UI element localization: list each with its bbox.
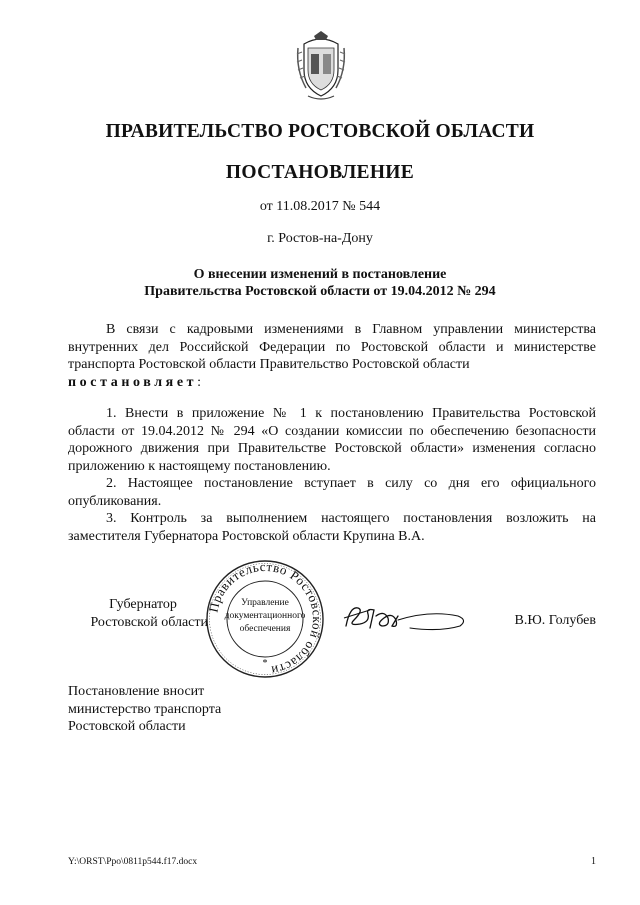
submitter-note-line-2: министерство транспорта xyxy=(68,701,222,717)
page-number: 1 xyxy=(591,856,596,867)
stamp-inner-line-2: документационного xyxy=(224,611,306,621)
file-path: Y:\ORST\Ppo\0811p544.f17.docx xyxy=(68,857,198,867)
submitter-note-line-1: Постановление вносит xyxy=(68,684,205,699)
submitter-note xyxy=(68,683,328,736)
document-place: г. Ростов-на-Дону xyxy=(267,231,373,246)
signatory-position xyxy=(68,596,208,631)
resolves-word: постановляет xyxy=(68,374,198,390)
subject-line-1: О внесении изменений в постановление xyxy=(193,267,447,282)
document-date-number: от 11.08.2017 № 544 xyxy=(259,199,381,214)
official-stamp xyxy=(203,557,327,681)
stamp-inner-line-1: Управление xyxy=(241,598,289,608)
item-3-paragraph xyxy=(68,510,596,545)
preamble-paragraph xyxy=(68,321,596,391)
document-subject xyxy=(0,266,640,300)
resolves-colon: : xyxy=(197,374,202,390)
submitter-note-line-3: Ростовской области xyxy=(68,719,186,734)
item-2-paragraph xyxy=(68,475,596,510)
handwritten-signature xyxy=(340,596,470,641)
signatory-position-line-1: Губернатор xyxy=(109,597,177,612)
government-title: ПРАВИТЕЛЬСТВО РОСТОВСКОЙ ОБЛАСТИ xyxy=(105,121,535,142)
signatory-name: В.Ю. Голубев xyxy=(514,613,596,628)
item-1-paragraph xyxy=(68,405,596,475)
stamp-inner-line-3: обеспечения xyxy=(239,624,291,634)
document-type: ПОСТАНОВЛЕНИЕ xyxy=(225,162,415,183)
stamp-outer-text: Правительство Ростовской области xyxy=(205,558,326,679)
item-3-text: 3. Контроль за выполнением настоящего постановления возложить на заместителя Губернатора Ростовской области Крупина В.А. xyxy=(68,511,596,544)
coat-of-arms-icon xyxy=(294,30,348,102)
signatory-position-line-2: Ростовской области xyxy=(90,614,208,630)
preamble-text: В связи с кадровыми изменениями в Главном управлении министерства внутренних дел Российской Федерации по Ростовской области и министерстве транспорта Ростовской области Правительство Ростовской области xyxy=(68,322,596,372)
stamp-star: * xyxy=(262,658,268,669)
item-1-text: 1. Внести в приложение № 1 к постановлению Правительства Ростовской области от 19.04.2012 № 294 «О создании комиссии по обеспечению безопасности дорожного движения при Правительстве Ростовской области» изменения согласно приложению к настоящему постановлению. xyxy=(68,406,596,474)
subject-line-2: Правительства Ростовской области от 19.04.2012 № 294 xyxy=(144,284,496,299)
item-2-text: 2. Настоящее постановление вступает в силу со дня его официального опубликования. xyxy=(68,476,596,509)
